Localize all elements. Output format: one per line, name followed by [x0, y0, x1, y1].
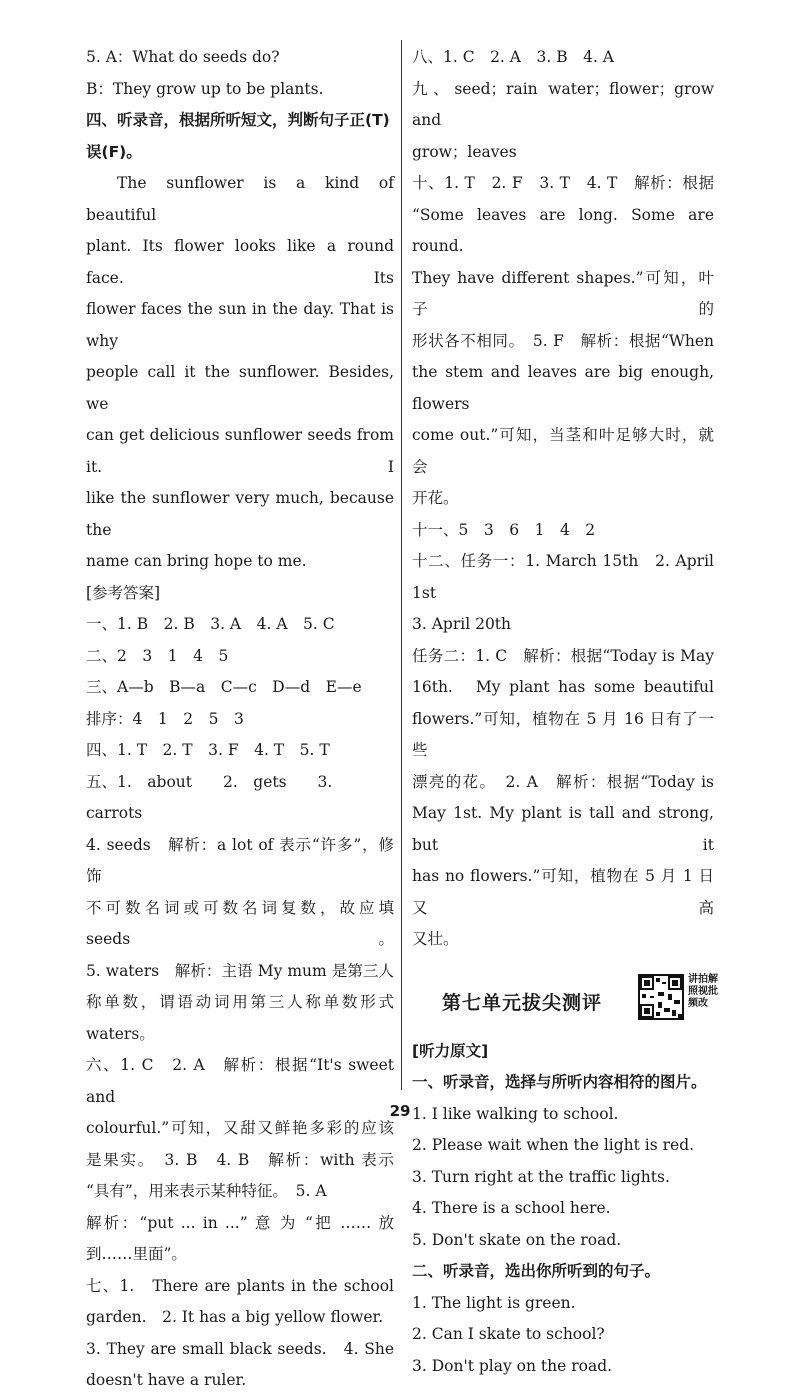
answer-line: 七、1. There are plants in the school [86, 1276, 394, 1295]
qr-code-icon[interactable] [638, 974, 684, 1020]
passage-line: like the sunflower very much, because the [86, 489, 394, 539]
answer-line: 5. waters 解析：主语 My mum 是第三人 [86, 961, 394, 980]
answer-line: 开花。 [412, 489, 459, 507]
answer-line: “Some leaves are long. Some are round. [412, 205, 714, 255]
answer-line: 九、seed；rain water；flower；grow and [412, 79, 714, 129]
answer-line: 不可数名词或可数名词复数，故应填 seeds。 [86, 898, 394, 948]
passage-line: people call it the sunflower. Besides, we [86, 363, 394, 413]
answer-line: May 1st. My plant is tall and strong, but it [412, 804, 714, 854]
listening-heading: [听力原文] [412, 1041, 489, 1060]
section-2-title: 二、听录音，选出你所听到的句子。 [412, 1262, 661, 1280]
answer-line: 称单数，谓语动词用第三人称单数形式 [86, 993, 394, 1011]
answer-line: flowers.”可知，植物在 5 月 16 日有了一些 [412, 709, 714, 759]
answer-line: garden. 2. It has a big yellow flower. [86, 1308, 384, 1326]
answer-line: 4. seeds 解析：a lot of 表示“许多”，修饰 [86, 835, 394, 885]
answer-line: colourful.”可知，又甜又鲜艳多彩的应该 [86, 1119, 394, 1137]
answer-line: 任务二：1. C 解析：根据“Today is May [412, 646, 714, 665]
dialogue-line-b: B：They grow up to be plants. [86, 79, 324, 98]
answer-key-continued [412, 42, 714, 956]
listening-item: 1. The light is green. [412, 1293, 576, 1312]
answer-line: 一、1. B 2. B 3. A 4. A 5. C [86, 615, 335, 633]
right-column [412, 42, 718, 1382]
sunflower-passage [86, 168, 394, 578]
answer-line: 十二、任务一：1. March 15th 2. April 1st [412, 552, 714, 602]
listening-item: 3. Don't play on the road. [412, 1356, 613, 1375]
answer-line: They have different shapes.”可知，叶子的 [412, 268, 714, 318]
listening-item: 2. Can I skate to school? [412, 1325, 605, 1343]
qr-code-graphic [640, 976, 682, 1018]
answer-line: 六、1. C 2. A 解析：根据“It's sweet and [86, 1056, 394, 1106]
unit-title-row [412, 973, 718, 1034]
unit-title: 第七单元拔尖测评 [442, 991, 603, 1014]
listening-item: 1. I like walking to school. [412, 1104, 619, 1123]
answer-line: 是果实。 3. B 4. B 解析：with 表示 [86, 1150, 394, 1169]
column-divider [401, 40, 402, 1090]
listening-item: 3. Turn right at the traffic lights. [412, 1167, 670, 1186]
answer-line: come out.”可知，当茎和叶足够大时，就会 [412, 426, 714, 476]
answer-key [86, 609, 394, 1397]
passage-line: name can bring hope to me. [86, 552, 307, 570]
answer-line: 五、1. about 2. gets 3. carrots [86, 772, 348, 822]
qr-label: 讲拍解照视批频改 [688, 973, 718, 1009]
listening-item: 4. There is a school here. [412, 1199, 611, 1217]
section-1-title: 一、听录音，选择与所听内容相符的图片。 [412, 1073, 707, 1091]
answer-line: waters。 [86, 1024, 155, 1043]
passage-line: plant. Its flower looks like a round face. Its [86, 237, 394, 287]
answer-line: 又壮。 [412, 930, 459, 948]
answer-line: 八、1. C 2. A 3. B 4. A [412, 48, 614, 66]
dialogue-line-a: 5. A：What do seeds do? [86, 48, 280, 66]
answer-line: 3. April 20th [412, 615, 512, 633]
page-number: 29 [389, 1102, 411, 1120]
answer-line: 3. They are small black seeds. 4. She [86, 1339, 394, 1358]
answer-line: grow；leaves [412, 142, 517, 161]
section-4-title: 四、听录音，根据所听短文，判断句子正(T) [86, 111, 390, 129]
answer-line: 形状各不相同。 5. F 解析：根据“When [412, 331, 714, 350]
passage-line: can get delicious sunflower seeds from it. I [86, 426, 394, 476]
left-column [86, 42, 394, 1397]
answer-line: “具有”，用来表示某种特征。 5. A [86, 1182, 327, 1200]
listening-item: 2. Please wait when the light is red. [412, 1136, 695, 1154]
answer-line: doesn't have a ruler. [86, 1371, 247, 1389]
answer-line: 到……里面”。 [86, 1245, 187, 1263]
answer-line: 十、1. T 2. F 3. T 4. T 解析：根据 [412, 174, 714, 192]
answer-line: 16th. My plant has some beautiful [412, 678, 714, 696]
answer-line: 漂亮的花。 2. A 解析：根据“Today is [412, 772, 714, 791]
answer-line: the stem and leaves are big enough, flowers [412, 363, 714, 413]
answer-line: 二、2 3 1 4 5 [86, 646, 229, 665]
passage-line: The sunflower is a kind of beautiful [86, 174, 394, 224]
answer-line: 十一、5 3 6 1 4 2 [412, 520, 596, 539]
answer-line: has no flowers.”可知，植物在 5 月 1 日又高 [412, 867, 714, 917]
answer-line: 解析：“put ... in ...” 意 为 “把 …… 放 [86, 1213, 394, 1232]
answers-heading: [参考答案] [86, 583, 161, 602]
answer-line: 三、A—b B—a C—c D—d E—e [86, 678, 362, 696]
section-4-title-cont: 误(F)。 [86, 142, 142, 161]
answer-line: 排序：4 1 2 5 3 [86, 709, 244, 728]
answer-line: 四、1. T 2. T 3. F 4. T 5. T [86, 741, 330, 759]
listening-item: 5. Don't skate on the road. [412, 1230, 622, 1249]
passage-line: flower faces the sun in the day. That is why [86, 300, 394, 350]
